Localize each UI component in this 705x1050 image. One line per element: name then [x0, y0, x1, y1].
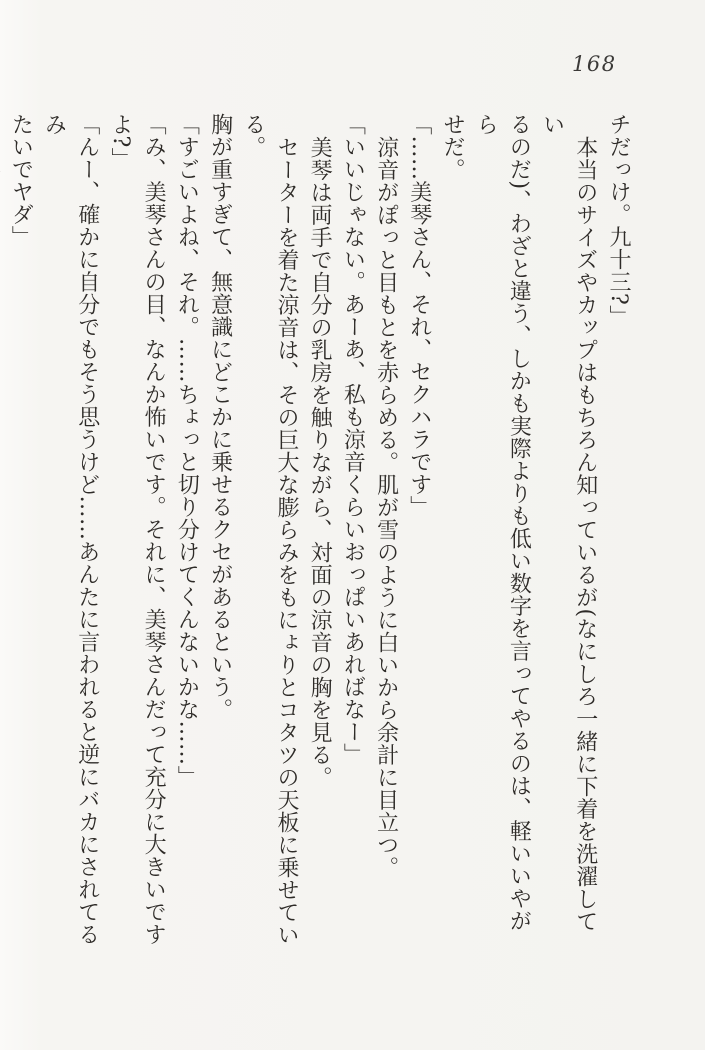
text-line: たいでヤダ」 [8, 113, 34, 248]
text-line: 「すごいよね、それ。……ちょっと切り分けてくんないかな……」 [174, 113, 200, 788]
text-line: セーターを着た涼音は、その巨大な膨らみをもにょりとコタツの天板に乗せている。 [240, 113, 299, 946]
text-line: チだっけ。九十三?」 [606, 113, 631, 328]
text-line: 胸が重すぎて、無意識にどこかに乗せるクセがあるという。 [207, 113, 233, 721]
text-line: 涼音がぽっと目もとを赤らめる。肌が雪のように白いから余計に目立つ。 [373, 135, 399, 878]
vertical-text-block [0, 113, 635, 953]
text-line: せだ。 [439, 113, 465, 181]
text-line: るのだ)、わざと違う、しかも実際よりも低い数字を言ってやるのは、軽いいやがら [473, 113, 532, 933]
text-line: 「いいじゃない。あーあ、私も涼音くらいおっぱいあればなー」 [340, 113, 366, 766]
text-line: 「……美琴さん、それ、セクハラです」 [406, 113, 432, 518]
page-number: 168 [572, 52, 617, 76]
text-line [0, 113, 4, 953]
text-line: 本当のサイズやカップはもちろん知っているが(なにしろ一緒に下着を洗濯してい [539, 113, 598, 933]
text-line: 「み、美琴さんの目、なんか怖いです。それに、美琴さんだって充分に大きいですよ?」 [107, 113, 167, 946]
text-line: 「んー、確かに自分でもそう思うけど……あんたに言われると逆にバカにされてるみ [41, 113, 100, 946]
text-line: 美琴は両手で自分の乳房を触りながら、対面の涼音の胸を見る。 [307, 135, 333, 788]
